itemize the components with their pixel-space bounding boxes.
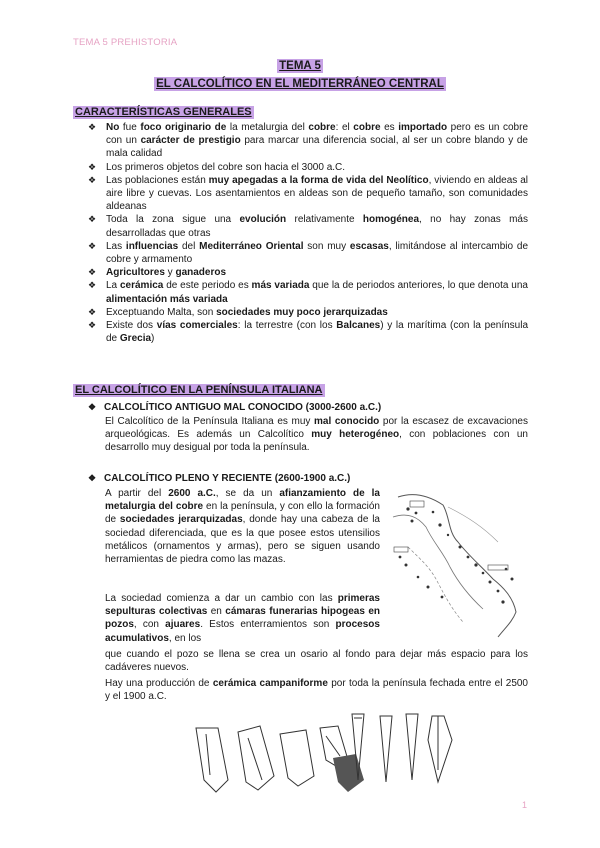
- diamond-bullet-icon: ❖: [88, 267, 97, 278]
- list-item: ❖ Toda la zona sigue una evolución relativamente homogénea, no hay zonas más desarrolladas que otras: [88, 214, 528, 239]
- section-heading-caracteristicas: CARACTERÍSTICAS GENERALES: [75, 106, 252, 118]
- paragraph-sepulturas: La sociedad comienza a dar un cambio con las primeras sepulturas colectivas en cámaras funerarias hipogeas en pozos, con ajuares. Estos enterramientos son procesos acumulativos, en los: [105, 593, 380, 644]
- diamond-bullet-icon: ❖: [88, 161, 97, 172]
- italy-map-image: [388, 487, 528, 642]
- subheading-calcolitico-antiguo: ❖ CALCOLÍTICO ANTIGUO MAL CONOCIDO (3000-2600 a.C.): [88, 402, 382, 413]
- list-item: ❖ No fue foco originario de la metalurgia del cobre: el cobre es importado pero es un cobre con un carácter de prestigio para marcar una diferencia social, al ser un cobre blando y de mala calidad: [88, 122, 529, 160]
- bullet-list-caracteristicas: [88, 121, 528, 345]
- page-number: 1: [521, 800, 527, 810]
- arrowheads-illustration: [340, 710, 460, 790]
- diamond-bullet-icon: ❖: [88, 473, 97, 483]
- diamond-bullet-icon: ❖: [88, 320, 97, 331]
- running-header: TEMA 5 PREHISTORIA: [73, 37, 178, 48]
- list-item: ❖ Agricultores y ganaderos: [88, 267, 227, 279]
- paragraph-calcolitico-pleno: A partir del 2600 a.C., se da un afianzamiento de la metalurgia del cobre en la península, y con ello la formación de sociedades jerarquizadas, donde hay una cabeza de la sociedad diferenciada, que es la que posee estos utensilios metálicos (ornamentos y armas), pero se siguen usando herramientas de piedra como las mazas.: [105, 488, 380, 566]
- paragraph-calcolitico-antiguo: El Calcolítico de la Península Italiana es muy mal conocido por la escasez de excavaciones arqueológicas. Es además un Calcolítico muy heterogéneo, con poblaciones con un desarrollo muy desigual por toda la península.: [105, 416, 528, 454]
- list-item: ❖ Exceptuando Malta, son sociedades muy poco jerarquizadas: [88, 306, 388, 318]
- subheading-calcolitico-pleno: ❖ CALCOLÍTICO PLENO Y RECIENTE (2600-1900 a.C.): [88, 473, 351, 484]
- diamond-bullet-icon: ❖: [88, 306, 97, 317]
- diamond-bullet-icon: ❖: [88, 174, 97, 185]
- diamond-bullet-icon: ❖: [88, 240, 97, 251]
- list-item: ❖ Las influencias del Mediterráneo Oriental son muy escasas, limitándose al intercambio de cobre y armamento: [88, 240, 529, 266]
- section-heading-peninsula-italiana: EL CALCOLÍTICO EN LA PENÍNSULA ITALIANA: [75, 384, 323, 396]
- paragraph-campaniforme: Hay una producción de cerámica campaniforme por toda la península fechada entre el 2500 y el 1900 a.C.: [105, 678, 528, 703]
- title-line-2: EL CALCOLÍTICO EN EL MEDITERRÁNEO CENTRAL: [156, 78, 444, 90]
- diamond-bullet-icon: ❖: [88, 280, 97, 291]
- diamond-bullet-icon: ❖: [88, 214, 97, 225]
- list-item: ❖ La cerámica de este periodo es más variada que la de periodos anteriores, lo que denota una alimentación más variada: [88, 280, 528, 305]
- list-item: ❖ Existe dos vías comerciales: la terrestre (con los Balcanes) y la marítima (con la península de Grecia): [88, 320, 529, 345]
- title-line-1: TEMA 5: [279, 60, 321, 72]
- diamond-bullet-icon: ❖: [88, 402, 97, 412]
- title-block: [0, 56, 600, 92]
- list-item: ❖ Los primeros objetos del cobre son hacia el 3000 a.C.: [88, 161, 346, 173]
- paragraph-sepulturas-cont: que cuando el pozo se llena se crea un osario al fondo para dejar más espacio para los cadáveres nuevos.: [105, 649, 528, 674]
- list-item: ❖ Las poblaciones están muy apegadas a la forma de vida del Neolítico, viviendo en aldeas al aire libre y cuevas. Los asentamientos en aldeas son de pequeño tamaño, son comunidades aldeanas: [88, 174, 528, 213]
- diamond-bullet-icon: ❖: [88, 122, 97, 132]
